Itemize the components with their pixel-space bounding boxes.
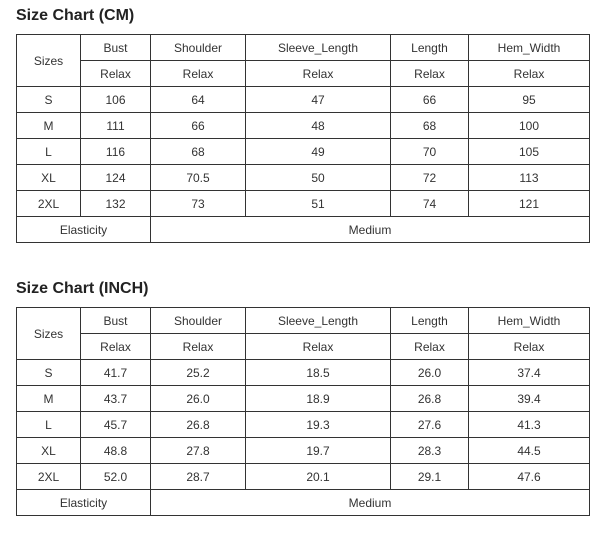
hem-width-cell: 39.4 <box>469 386 590 412</box>
hem-width-cell: 47.6 <box>469 464 590 490</box>
shoulder-header-cell: Shoulder <box>151 35 246 61</box>
length-header-cell: Length <box>391 35 469 61</box>
sleeve-length-cell: 49 <box>246 139 391 165</box>
fit-cell: Relax <box>469 334 590 360</box>
bust-cell: 45.7 <box>81 412 151 438</box>
size-cell: S <box>17 87 81 113</box>
fit-row <box>17 334 590 360</box>
sleeve-length-cell: 50 <box>246 165 391 191</box>
bust-cell: 106 <box>81 87 151 113</box>
size-cell: M <box>17 113 81 139</box>
hem-width-header-cell: Hem_Width <box>469 308 590 334</box>
sleeve-length-cell: 19.3 <box>246 412 391 438</box>
shoulder-cell: 28.7 <box>151 464 246 490</box>
hem-width-cell: 113 <box>469 165 590 191</box>
shoulder-cell: 73 <box>151 191 246 217</box>
fit-cell: Relax <box>391 334 469 360</box>
fit-cell: Relax <box>246 334 391 360</box>
sizes-header-cell: Sizes <box>17 308 81 360</box>
size-cell: 2XL <box>17 191 81 217</box>
size-cell: M <box>17 386 81 412</box>
length-header-cell: Length <box>391 308 469 334</box>
length-cell: 26.0 <box>391 360 469 386</box>
bust-cell: 116 <box>81 139 151 165</box>
elasticity-value-cell: Medium <box>151 217 590 243</box>
hem-width-header-cell: Hem_Width <box>469 35 590 61</box>
sleeve-length-header-cell: Sleeve_Length <box>246 308 391 334</box>
length-cell: 68 <box>391 113 469 139</box>
shoulder-cell: 64 <box>151 87 246 113</box>
length-cell: 72 <box>391 165 469 191</box>
length-cell: 70 <box>391 139 469 165</box>
size-cell: L <box>17 139 81 165</box>
table-row <box>17 464 590 490</box>
bust-cell: 41.7 <box>81 360 151 386</box>
length-cell: 66 <box>391 87 469 113</box>
size-chart-inch-table <box>16 307 590 516</box>
bust-cell: 52.0 <box>81 464 151 490</box>
sleeve-length-header-cell: Sleeve_Length <box>246 35 391 61</box>
elasticity-value-cell: Medium <box>151 490 590 516</box>
table-row <box>17 113 590 139</box>
fit-cell: Relax <box>391 61 469 87</box>
sleeve-length-cell: 18.5 <box>246 360 391 386</box>
header-row <box>17 35 590 61</box>
shoulder-cell: 66 <box>151 113 246 139</box>
hem-width-cell: 121 <box>469 191 590 217</box>
hem-width-cell: 100 <box>469 113 590 139</box>
sleeve-length-cell: 51 <box>246 191 391 217</box>
fit-cell: Relax <box>246 61 391 87</box>
table-row <box>17 412 590 438</box>
fit-cell: Relax <box>469 61 590 87</box>
hem-width-cell: 37.4 <box>469 360 590 386</box>
fit-cell: Relax <box>81 334 151 360</box>
table-row <box>17 386 590 412</box>
table-row <box>17 139 590 165</box>
hem-width-cell: 41.3 <box>469 412 590 438</box>
bust-cell: 124 <box>81 165 151 191</box>
size-cell: XL <box>17 165 81 191</box>
size-chart-inch-title: Size Chart (INCH) <box>16 280 149 297</box>
table-row <box>17 360 590 386</box>
sleeve-length-cell: 19.7 <box>246 438 391 464</box>
elasticity-row <box>17 490 590 516</box>
shoulder-header-cell: Shoulder <box>151 308 246 334</box>
elasticity-row <box>17 217 590 243</box>
hem-width-cell: 44.5 <box>469 438 590 464</box>
shoulder-cell: 27.8 <box>151 438 246 464</box>
length-cell: 27.6 <box>391 412 469 438</box>
size-cell: XL <box>17 438 81 464</box>
size-chart-cm-table <box>16 34 590 243</box>
length-cell: 29.1 <box>391 464 469 490</box>
bust-header-cell: Bust <box>81 308 151 334</box>
fit-row <box>17 61 590 87</box>
table-row <box>17 438 590 464</box>
shoulder-cell: 25.2 <box>151 360 246 386</box>
table-row <box>17 87 590 113</box>
length-cell: 26.8 <box>391 386 469 412</box>
shoulder-cell: 26.0 <box>151 386 246 412</box>
sleeve-length-cell: 47 <box>246 87 391 113</box>
length-cell: 74 <box>391 191 469 217</box>
elasticity-label-cell: Elasticity <box>17 217 151 243</box>
shoulder-cell: 26.8 <box>151 412 246 438</box>
bust-cell: 48.8 <box>81 438 151 464</box>
sleeve-length-cell: 48 <box>246 113 391 139</box>
fit-cell: Relax <box>151 61 246 87</box>
size-cell: L <box>17 412 81 438</box>
shoulder-cell: 70.5 <box>151 165 246 191</box>
elasticity-label-cell: Elasticity <box>17 490 151 516</box>
bust-cell: 43.7 <box>81 386 151 412</box>
size-cell: 2XL <box>17 464 81 490</box>
bust-cell: 111 <box>81 113 151 139</box>
hem-width-cell: 95 <box>469 87 590 113</box>
sleeve-length-cell: 18.9 <box>246 386 391 412</box>
sleeve-length-cell: 20.1 <box>246 464 391 490</box>
sizes-header-cell: Sizes <box>17 35 81 87</box>
length-cell: 28.3 <box>391 438 469 464</box>
bust-header-cell: Bust <box>81 35 151 61</box>
header-row <box>17 308 590 334</box>
fit-cell: Relax <box>81 61 151 87</box>
bust-cell: 132 <box>81 191 151 217</box>
shoulder-cell: 68 <box>151 139 246 165</box>
size-chart-cm-title: Size Chart (CM) <box>16 7 135 24</box>
table-row <box>17 165 590 191</box>
fit-cell: Relax <box>151 334 246 360</box>
table-row <box>17 191 590 217</box>
hem-width-cell: 105 <box>469 139 590 165</box>
size-cell: S <box>17 360 81 386</box>
